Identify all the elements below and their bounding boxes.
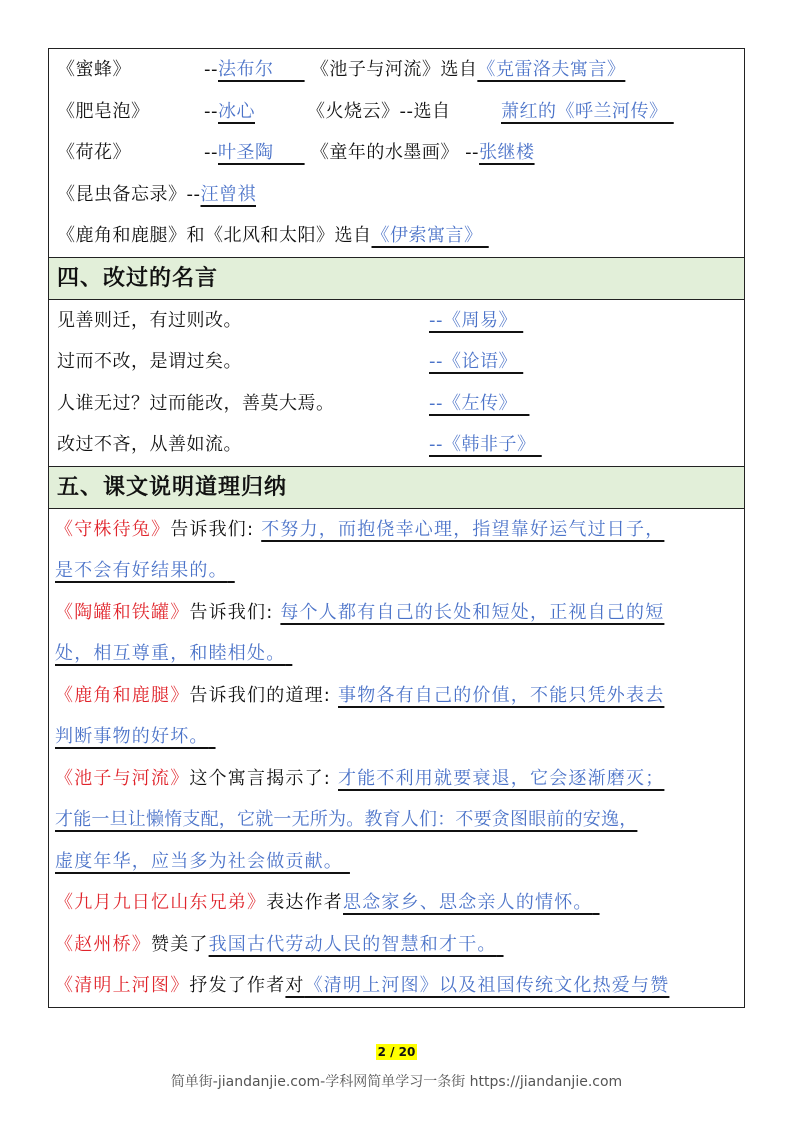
lesson-answer: 不努力，而抱侥幸心理，指望靠好运气过日子， — [261, 518, 665, 540]
text-title: 《荷花》 — [57, 142, 131, 163]
lesson-verb: 表达作者 — [266, 892, 344, 913]
lesson-answer: 处，相互尊重，和睦相处。 — [55, 643, 286, 664]
footer-site-text: 简单街-jiandanjie.com-学科网简单学习一条街 https://jiandanjie.com — [170, 1074, 623, 1090]
text-title: 《蜜蜂》 — [57, 59, 131, 80]
author-row — [49, 174, 744, 216]
quote-text: 见善则迁，有过则改。 — [57, 309, 242, 331]
lesson-title: 《赵州桥》 — [55, 933, 151, 955]
page-indicator: 2 / 20 — [377, 1045, 416, 1059]
text-title: 《池子与河流》选自 — [310, 59, 478, 80]
text-title: 《火烧云》--选自 — [307, 100, 451, 122]
lesson-verb: 抒发了作者 — [189, 975, 286, 996]
lesson-verb: 赞美了 — [151, 933, 209, 955]
lesson-answer: 对《清明上河图》以及祖国传统文化热爱与赞 — [285, 975, 670, 996]
quote-source: --《韩非子》 — [429, 434, 536, 455]
dash: -- — [204, 142, 218, 163]
section-5 — [49, 467, 744, 1007]
lesson-answer: 判断事物的好坏。 — [55, 726, 209, 747]
text-title: 《昆虫备忘录》-- — [57, 183, 201, 205]
quote-text: 改过不吝，从善如流。 — [57, 434, 242, 455]
section-heading: 四、改过的名言 — [49, 258, 744, 300]
dash: -- — [204, 100, 218, 122]
lesson-item — [49, 758, 744, 883]
source-answer: 《克雷洛夫寓言》 — [477, 59, 626, 80]
quote-source: --《论语》 — [429, 351, 517, 372]
author-answer: 张继楼 — [479, 142, 535, 163]
lesson-answer: 是不会有好结果的。 — [55, 560, 228, 581]
text-title: 《肥皂泡》 — [57, 100, 150, 122]
text-title: 《鹿角和鹿腿》和《北风和太阳》选自 — [57, 225, 372, 246]
author-row — [49, 91, 744, 133]
lesson-verb: 告诉我们的道理: — [189, 684, 332, 706]
author-answer: 汪曾祺 — [200, 183, 256, 205]
source-answer: 萧红的《呼兰河传》 — [501, 100, 668, 122]
lesson-answer: 每个人都有自己的长处和短处，正视自己的短 — [280, 601, 665, 623]
lesson-answer: 才能不利用就要衰退，它会逐渐磨灭； — [338, 767, 665, 789]
lesson-item — [49, 592, 744, 675]
lesson-title: 《九月九日忆山东兄弟》 — [55, 892, 267, 913]
source-answer: 《伊索寓言》 — [371, 225, 483, 246]
lesson-title: 《鹿角和鹿腿》 — [55, 684, 190, 706]
quote-text: 人谁无过？过而能改，善莫大焉。 — [57, 392, 335, 414]
text-title: 《童年的水墨画》 -- — [310, 142, 480, 163]
lesson-item — [49, 675, 744, 758]
quote-row — [49, 300, 744, 342]
quote-source: --《左传》 — [429, 392, 517, 414]
lesson-answer: 思念家乡、思念亲人的情怀。 — [343, 892, 593, 913]
author-row — [49, 49, 744, 91]
authors-block — [49, 49, 744, 258]
dash: -- — [204, 59, 218, 80]
author-answer: 法布尔 — [218, 59, 274, 80]
lesson-item — [49, 882, 744, 924]
lesson-answer: 虚度年华，应当多为社会做贡献。 — [55, 850, 343, 872]
lesson-verb: 这个寓言揭示了: — [189, 767, 332, 789]
quote-row — [49, 424, 744, 466]
quote-text: 过而不改，是谓过矣。 — [57, 351, 242, 372]
lesson-title: 《守株待兔》 — [55, 518, 171, 540]
author-row — [49, 215, 744, 257]
lesson-item — [49, 965, 744, 1007]
lesson-title: 《清明上河图》 — [55, 975, 190, 996]
lesson-title: 《池子与河流》 — [55, 767, 190, 789]
lesson-answer: 事物各有自己的价值，不能只凭外表去 — [338, 684, 665, 706]
lesson-verb: 告诉我们: — [189, 601, 274, 623]
author-answer: 叶圣陶 — [218, 142, 274, 163]
author-row — [49, 132, 744, 174]
lesson-item — [49, 509, 744, 592]
quote-row — [49, 341, 744, 383]
lesson-answer: 才能一旦让懒惰支配，它就一无所为。教育人们：不要贪图眼前的安逸， — [55, 809, 638, 830]
worksheet-table — [48, 48, 745, 1008]
lesson-item — [49, 924, 744, 966]
quote-row — [49, 383, 744, 425]
quote-source: --《周易》 — [429, 309, 517, 331]
author-answer: 冰心 — [218, 100, 255, 122]
section-heading: 五、课文说明道理归纳 — [49, 467, 744, 509]
lesson-answer: 我国古代劳动人民的智慧和才干。 — [208, 933, 497, 955]
lesson-verb: 告诉我们: — [170, 518, 255, 540]
section-4 — [49, 258, 744, 467]
lesson-title: 《陶罐和铁罐》 — [55, 601, 190, 623]
